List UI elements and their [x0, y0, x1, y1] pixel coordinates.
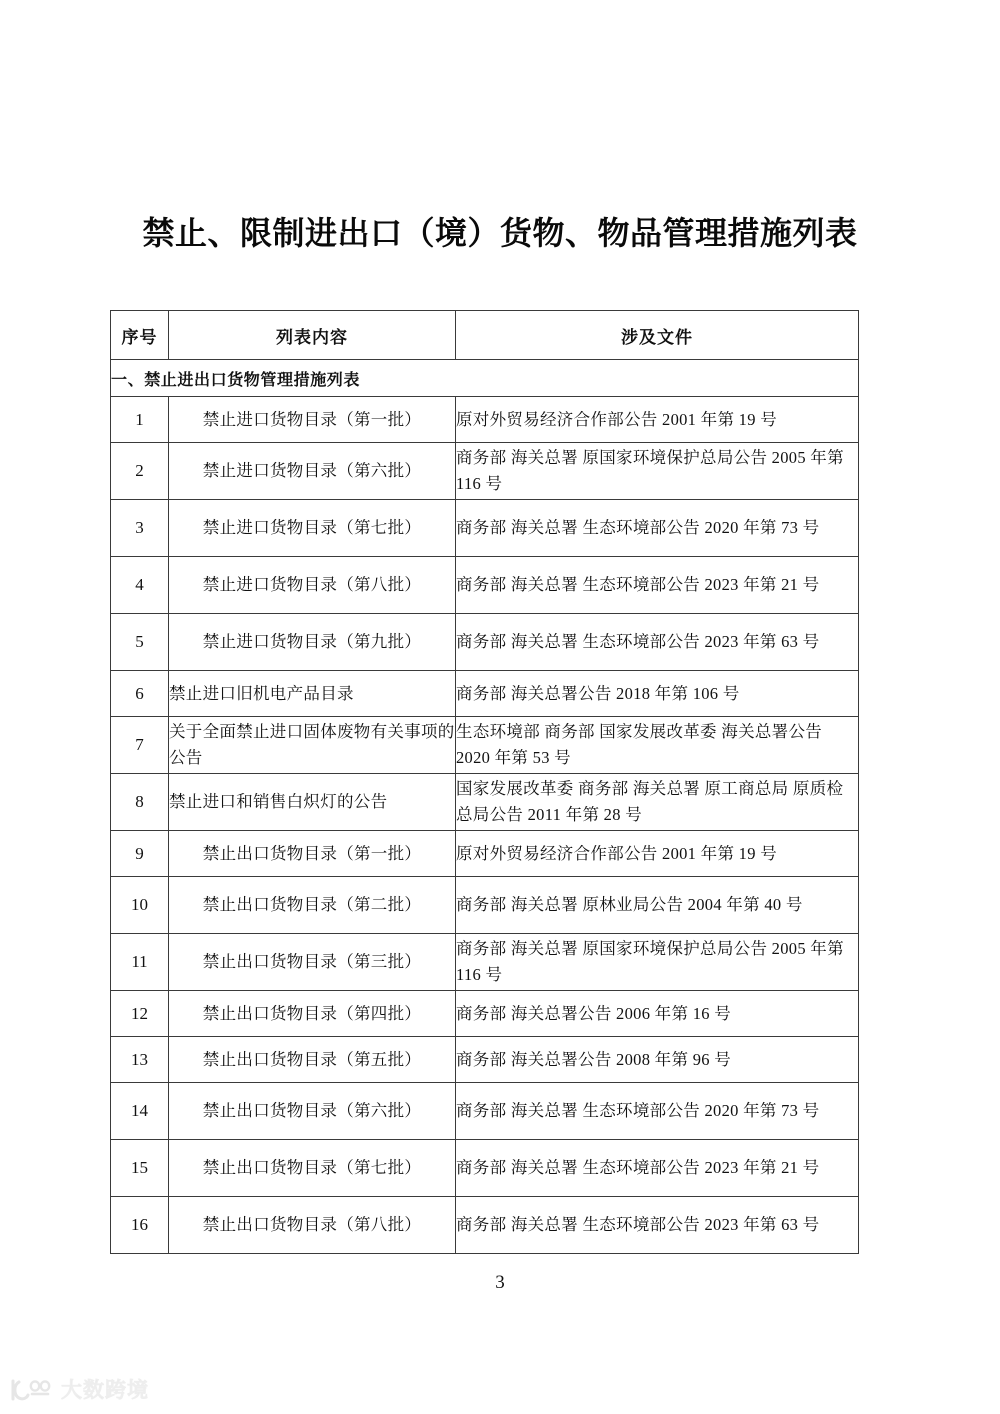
- row-docs: 商务部 海关总署公告 2008 年第 96 号: [456, 1037, 859, 1083]
- table-row: [111, 1197, 859, 1254]
- row-docs: 商务部 海关总署 原国家环境保护总局公告 2005 年第 116 号: [456, 443, 859, 500]
- table-row: [111, 1140, 859, 1197]
- row-content: 禁止进口旧机电产品目录: [169, 671, 456, 717]
- table-row: [111, 614, 859, 671]
- row-docs: 商务部 海关总署 生态环境部公告 2023 年第 63 号: [456, 614, 859, 671]
- table-row: [111, 991, 859, 1037]
- table-body: [111, 360, 859, 1254]
- row-content: 禁止进口货物目录（第八批）: [169, 557, 456, 614]
- row-content: 禁止出口货物目录（第六批）: [169, 1083, 456, 1140]
- measures-table: [110, 310, 859, 1254]
- table-row: [111, 1037, 859, 1083]
- table-row: [111, 1083, 859, 1140]
- table-row: [111, 443, 859, 500]
- page-title: 禁止、限制进出口（境）货物、物品管理措施列表: [142, 214, 858, 252]
- row-content: 禁止进口货物目录（第九批）: [169, 614, 456, 671]
- brand-logo-icon: [10, 1378, 54, 1402]
- watermark-text: 大数跨境: [61, 1378, 149, 1402]
- row-index: 13: [111, 1037, 169, 1083]
- row-docs: 商务部 海关总署 生态环境部公告 2020 年第 73 号: [456, 500, 859, 557]
- table-header: [111, 311, 859, 360]
- row-docs: 商务部 海关总署公告 2018 年第 106 号: [456, 671, 859, 717]
- row-docs: 商务部 海关总署 原国家环境保护总局公告 2005 年第 116 号: [456, 934, 859, 991]
- row-content: 禁止进口货物目录（第一批）: [169, 397, 456, 443]
- row-docs: 商务部 海关总署 生态环境部公告 2023 年第 63 号: [456, 1197, 859, 1254]
- table-row: [111, 397, 859, 443]
- row-index: 1: [111, 397, 169, 443]
- row-content: 关于全面禁止进口固体废物有关事项的公告: [169, 717, 456, 774]
- row-content: 禁止出口货物目录（第二批）: [169, 877, 456, 934]
- table-row: [111, 934, 859, 991]
- row-index: 8: [111, 774, 169, 831]
- column-header-docs: 涉及文件: [456, 311, 859, 360]
- row-content: 禁止进口和销售白炽灯的公告: [169, 774, 456, 831]
- row-content: 禁止出口货物目录（第七批）: [169, 1140, 456, 1197]
- row-index: 15: [111, 1140, 169, 1197]
- table-row: [111, 557, 859, 614]
- column-header-content: 列表内容: [169, 311, 456, 360]
- row-docs: 原对外贸易经济合作部公告 2001 年第 19 号: [456, 831, 859, 877]
- row-docs: 商务部 海关总署 原林业局公告 2004 年第 40 号: [456, 877, 859, 934]
- row-index: 6: [111, 671, 169, 717]
- row-index: 9: [111, 831, 169, 877]
- row-docs: 商务部 海关总署 生态环境部公告 2023 年第 21 号: [456, 557, 859, 614]
- row-index: 14: [111, 1083, 169, 1140]
- row-content: 禁止出口货物目录（第一批）: [169, 831, 456, 877]
- row-index: 11: [111, 934, 169, 991]
- table-row: [111, 717, 859, 774]
- row-index: 12: [111, 991, 169, 1037]
- row-docs: 生态环境部 商务部 国家发展改革委 海关总署公告 2020 年第 53 号: [456, 717, 859, 774]
- row-docs: 商务部 海关总署 生态环境部公告 2020 年第 73 号: [456, 1083, 859, 1140]
- table-row: [111, 774, 859, 831]
- row-index: 5: [111, 614, 169, 671]
- measures-table-wrapper: [110, 310, 858, 1254]
- table-row: [111, 671, 859, 717]
- row-index: 7: [111, 717, 169, 774]
- table-header-row: [111, 311, 859, 360]
- section-heading-row: [111, 360, 859, 397]
- section-heading: 一、禁止进出口货物管理措施列表: [111, 360, 859, 397]
- row-content: 禁止出口货物目录（第四批）: [169, 991, 456, 1037]
- table-row: [111, 877, 859, 934]
- row-docs: 国家发展改革委 商务部 海关总署 原工商总局 原质检总局公告 2011 年第 28 号: [456, 774, 859, 831]
- row-content: 禁止出口货物目录（第八批）: [169, 1197, 456, 1254]
- row-content: 禁止出口货物目录（第五批）: [169, 1037, 456, 1083]
- row-docs: 原对外贸易经济合作部公告 2001 年第 19 号: [456, 397, 859, 443]
- table-row: [111, 831, 859, 877]
- column-header-index: 序号: [111, 311, 169, 360]
- watermark: [10, 1378, 149, 1402]
- row-index: 4: [111, 557, 169, 614]
- row-content: 禁止出口货物目录（第三批）: [169, 934, 456, 991]
- page-number: 3: [495, 1272, 505, 1293]
- row-docs: 商务部 海关总署 生态环境部公告 2023 年第 21 号: [456, 1140, 859, 1197]
- row-index: 16: [111, 1197, 169, 1254]
- row-docs: 商务部 海关总署公告 2006 年第 16 号: [456, 991, 859, 1037]
- row-content: 禁止进口货物目录（第六批）: [169, 443, 456, 500]
- row-index: 10: [111, 877, 169, 934]
- row-index: 2: [111, 443, 169, 500]
- table-row: [111, 500, 859, 557]
- row-content: 禁止进口货物目录（第七批）: [169, 500, 456, 557]
- row-index: 3: [111, 500, 169, 557]
